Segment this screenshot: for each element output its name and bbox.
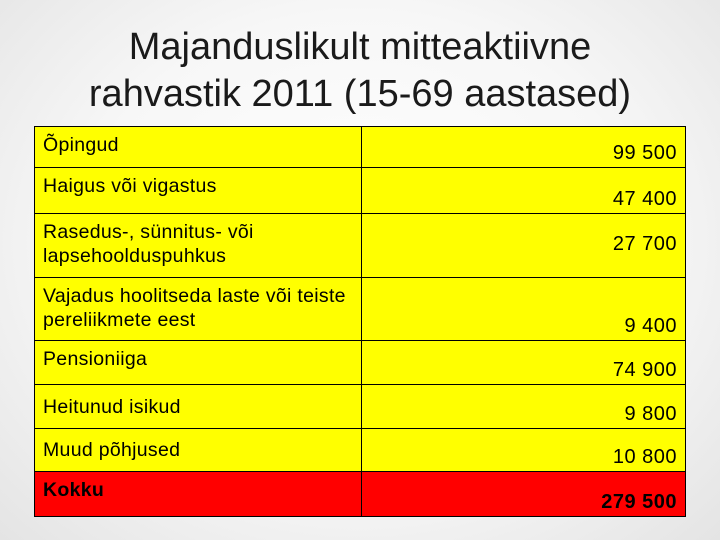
- data-table: [34, 126, 686, 517]
- row-label: Vajadus hoolitseda laste või teiste pereliikmete eest: [35, 278, 362, 341]
- row-label: Rasedus-, sünnitus- või lapsehoolduspuhkus: [35, 214, 362, 278]
- table-row: [35, 278, 686, 341]
- table-row: [35, 429, 686, 472]
- table-row: [35, 168, 686, 214]
- row-label: Haigus või vigastus: [35, 168, 362, 214]
- title-line-1: Majanduslikult mitteaktiivne: [128, 26, 592, 68]
- row-value: 47 400: [362, 168, 686, 214]
- table-row: [35, 341, 686, 385]
- table-row: [35, 127, 686, 168]
- row-label: Heitunud isikud: [35, 385, 362, 429]
- row-label: Muud põhjused: [35, 429, 362, 472]
- total-row: [35, 472, 686, 517]
- table-row: [35, 385, 686, 429]
- total-value: 279 500: [362, 472, 686, 517]
- total-label: Kokku: [35, 472, 362, 517]
- table-row: [35, 214, 686, 278]
- row-value: 27 700: [362, 214, 686, 278]
- row-value: 99 500: [362, 127, 686, 168]
- title-line-2: rahvastik 2011 (15-69 aastased): [88, 73, 632, 115]
- row-value: 74 900: [362, 341, 686, 385]
- row-value: 10 800: [362, 429, 686, 472]
- row-label: Pensioniiga: [35, 341, 362, 385]
- slide-title: [0, 24, 720, 118]
- row-label: Õpingud: [35, 127, 362, 168]
- row-value: 9 800: [362, 385, 686, 429]
- row-value: 9 400: [362, 278, 686, 341]
